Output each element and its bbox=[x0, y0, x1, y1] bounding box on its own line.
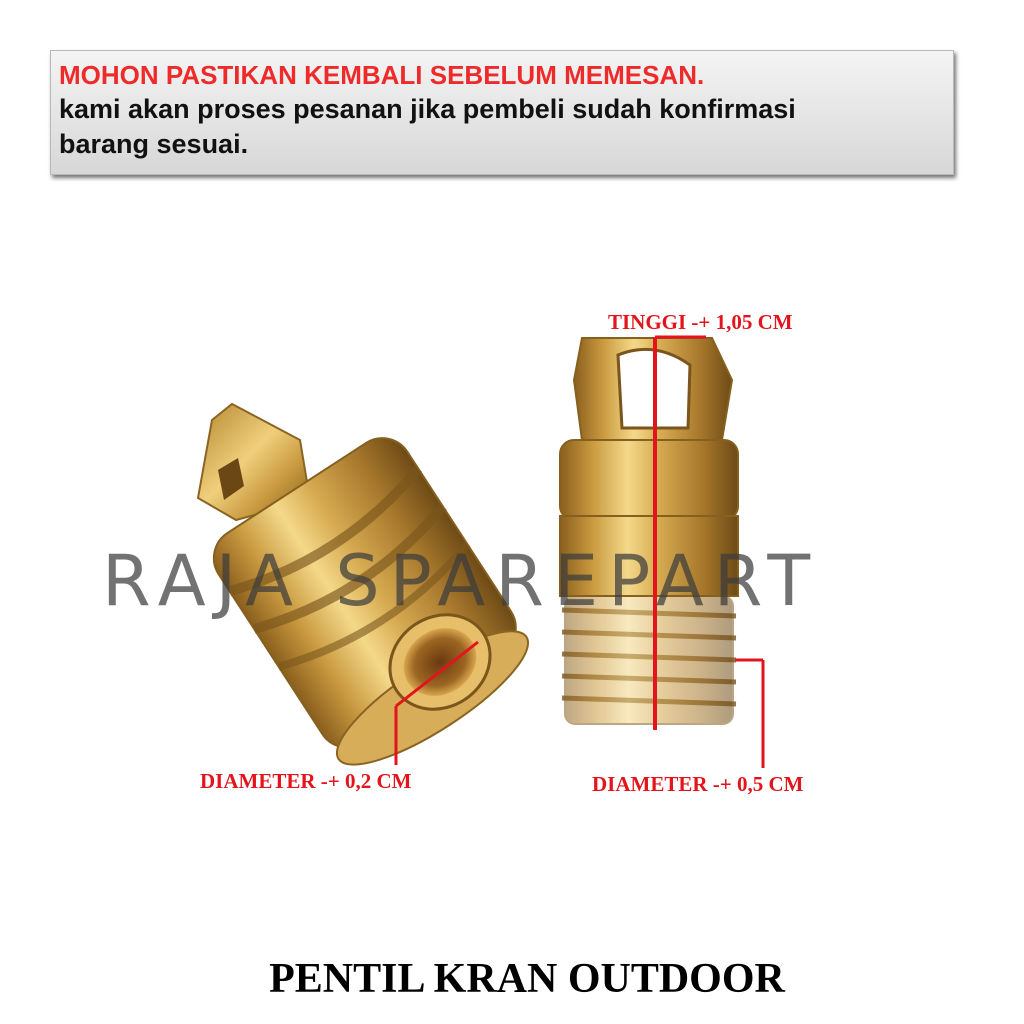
product-title: PENTIL KRAN OUTDOOR bbox=[269, 956, 785, 1002]
right-fitting-image bbox=[560, 338, 738, 724]
notice-line-1: kami akan proses pesanan jika pembeli sudah konfirmasi bbox=[59, 94, 796, 124]
inner-diameter-label: DIAMETER -+ 0,2 CM bbox=[200, 769, 412, 793]
height-label: TINGGI -+ 1,05 CM bbox=[608, 310, 793, 334]
outer-diameter-label: DIAMETER -+ 0,5 CM bbox=[592, 772, 804, 796]
notice-line-2: barang sesuai. bbox=[59, 129, 249, 159]
notice-title: MOHON PASTIKAN KEMBALI SEBELUM MEMESAN. bbox=[59, 60, 705, 90]
watermark-text: RAJA SPAREPART bbox=[102, 540, 821, 622]
